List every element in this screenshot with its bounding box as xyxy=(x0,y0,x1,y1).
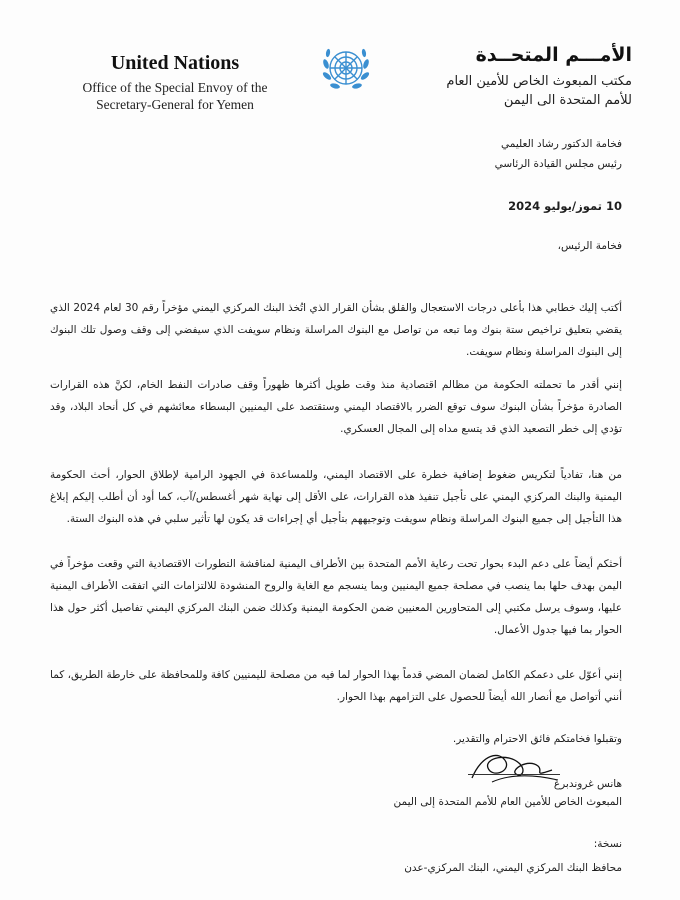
letterhead-arabic xyxy=(392,44,632,110)
cc-label: نسخة: xyxy=(593,838,622,850)
org-name-arabic: الأمـــم المتحــدة xyxy=(475,44,632,66)
body-paragraph-4: أحثكم أيضاً على دعم البدء بحوار تحت رعاية الأمم المتحدة بين الأطراف اليمنية لمناقشة التطورات الاقتصادية التي وقعت مؤخراً في اليمن بهدف حلها بما ينصب في مصلحة جميع اليمنيين وبما ينسجم مع الغاية والروح المنشودة للالتزامات التي اتفقت الأطراف اليمنية عليها، وسوف يرسل مكتبي إلى المتحاورين المعنيين ضمن الحكومة اليمنية وكذلك ضمن البنك المركزي اليمني تفاصيل أكثر حول هذا الحوار بما فيها جدول الأعمال. xyxy=(50,558,622,636)
office-name-english-line1: Office of the Special Envoy of the xyxy=(82,80,268,95)
signatory-block xyxy=(394,778,622,808)
office-name-arabic-line1: مكتب المبعوث الخاص للأمين العام xyxy=(446,74,632,89)
cc-block xyxy=(404,838,622,874)
letterhead-english xyxy=(60,52,290,113)
body-paragraph-3: من هنا، تفادياً لتكريس ضغوط إضافية خطرة على الاقتصاد اليمني، وللمساعدة في الجهود الرامية لإطلاق الحوار، أحث الحكومة اليمنية والبنك المركزي اليمني على تأجيل تنفيذ هذه القرارات، على الأقل إلى نهاية شهر أغسطس/آب، كما أود أن أطلب إليكم إبلاغ هذا التأجيل إلى جميع البنوك المراسلة ونظام سويفت وتوجيههم بتأجيل أي إجراءات قد يكون لها تأثير سلبي في هذه البنوك الستة. xyxy=(50,469,622,525)
letter-date: 10 تموز/يوليو 2024 xyxy=(508,199,622,213)
closing-line: وتقبلوا فخامتكم فائق الاحترام والتقدير. xyxy=(452,733,622,745)
body-paragraph-2: إنني أقدر ما تحملته الحكومة من مظالم اقتصادية منذ وقت طويل أكثرها ظهوراً وقف صادرات النفط الخام، لكنَّ هذه القرارات الصادرة مؤخراً بشأن البنوك سوف توقع الضرر بالاقتصاد اليمني وستقتصد على اليمنيين البسطاء معائشهم في كل أنحاد البلاد، وقد تؤدي إلى خطر التصعيد الذي قد يتسع مداه إلى المجال العسكري. xyxy=(50,379,622,435)
un-emblem-icon xyxy=(318,42,374,98)
office-name-english-line2: Secretary-General for Yemen xyxy=(96,97,254,112)
signatory-title: المبعوث الخاص للأمين العام للأمم المتحدة إلى اليمن xyxy=(393,796,622,808)
recipient-block xyxy=(495,138,622,170)
body-paragraph-5: إنني أعوّل على دعمكم الكامل لضمان المضي قدماً بهذا الحوار لما فيه من مصلحة لليمنيين كافة وللمحافظة على خارطة الطريق، كما أنني أتواصل مع أنصار الله أيضاً للحصول على التزامهم بهذا الحوار. xyxy=(50,669,622,703)
recipient-name: فخامة الدكتور رشاد العليمي xyxy=(501,138,622,150)
salutation: فخامة الرئيس، xyxy=(557,240,622,252)
recipient-title: رئيس مجلس القيادة الرئاسي xyxy=(494,158,622,170)
signature-rule xyxy=(468,774,560,775)
signatory-name: هانس غروندبرغ xyxy=(553,778,622,790)
org-name-english: United Nations xyxy=(110,52,240,74)
cc-recipient: محافظ البنك المركزي اليمني، البنك المركزي-عدن xyxy=(404,862,622,874)
office-name-arabic-line2: للأمم المتحدة الى اليمن xyxy=(503,93,632,108)
body-paragraph-1: أكتب إليك خطابي هذا بأعلى درجات الاستعجال والقلق بشأن القرار الذي اتُخذ البنك المركزي اليمني مؤخراً رقم 30 لعام 2024 الذي يقضي بتعليق تراخيص ستة بنوك وما تبعه من تواصل مع البنوك المراسلة ونظام سويفت الذي سيفضي إلى وقف وصول تلك البنوك إلى البنوك المراسلة ونظام سويفت. xyxy=(50,302,623,358)
